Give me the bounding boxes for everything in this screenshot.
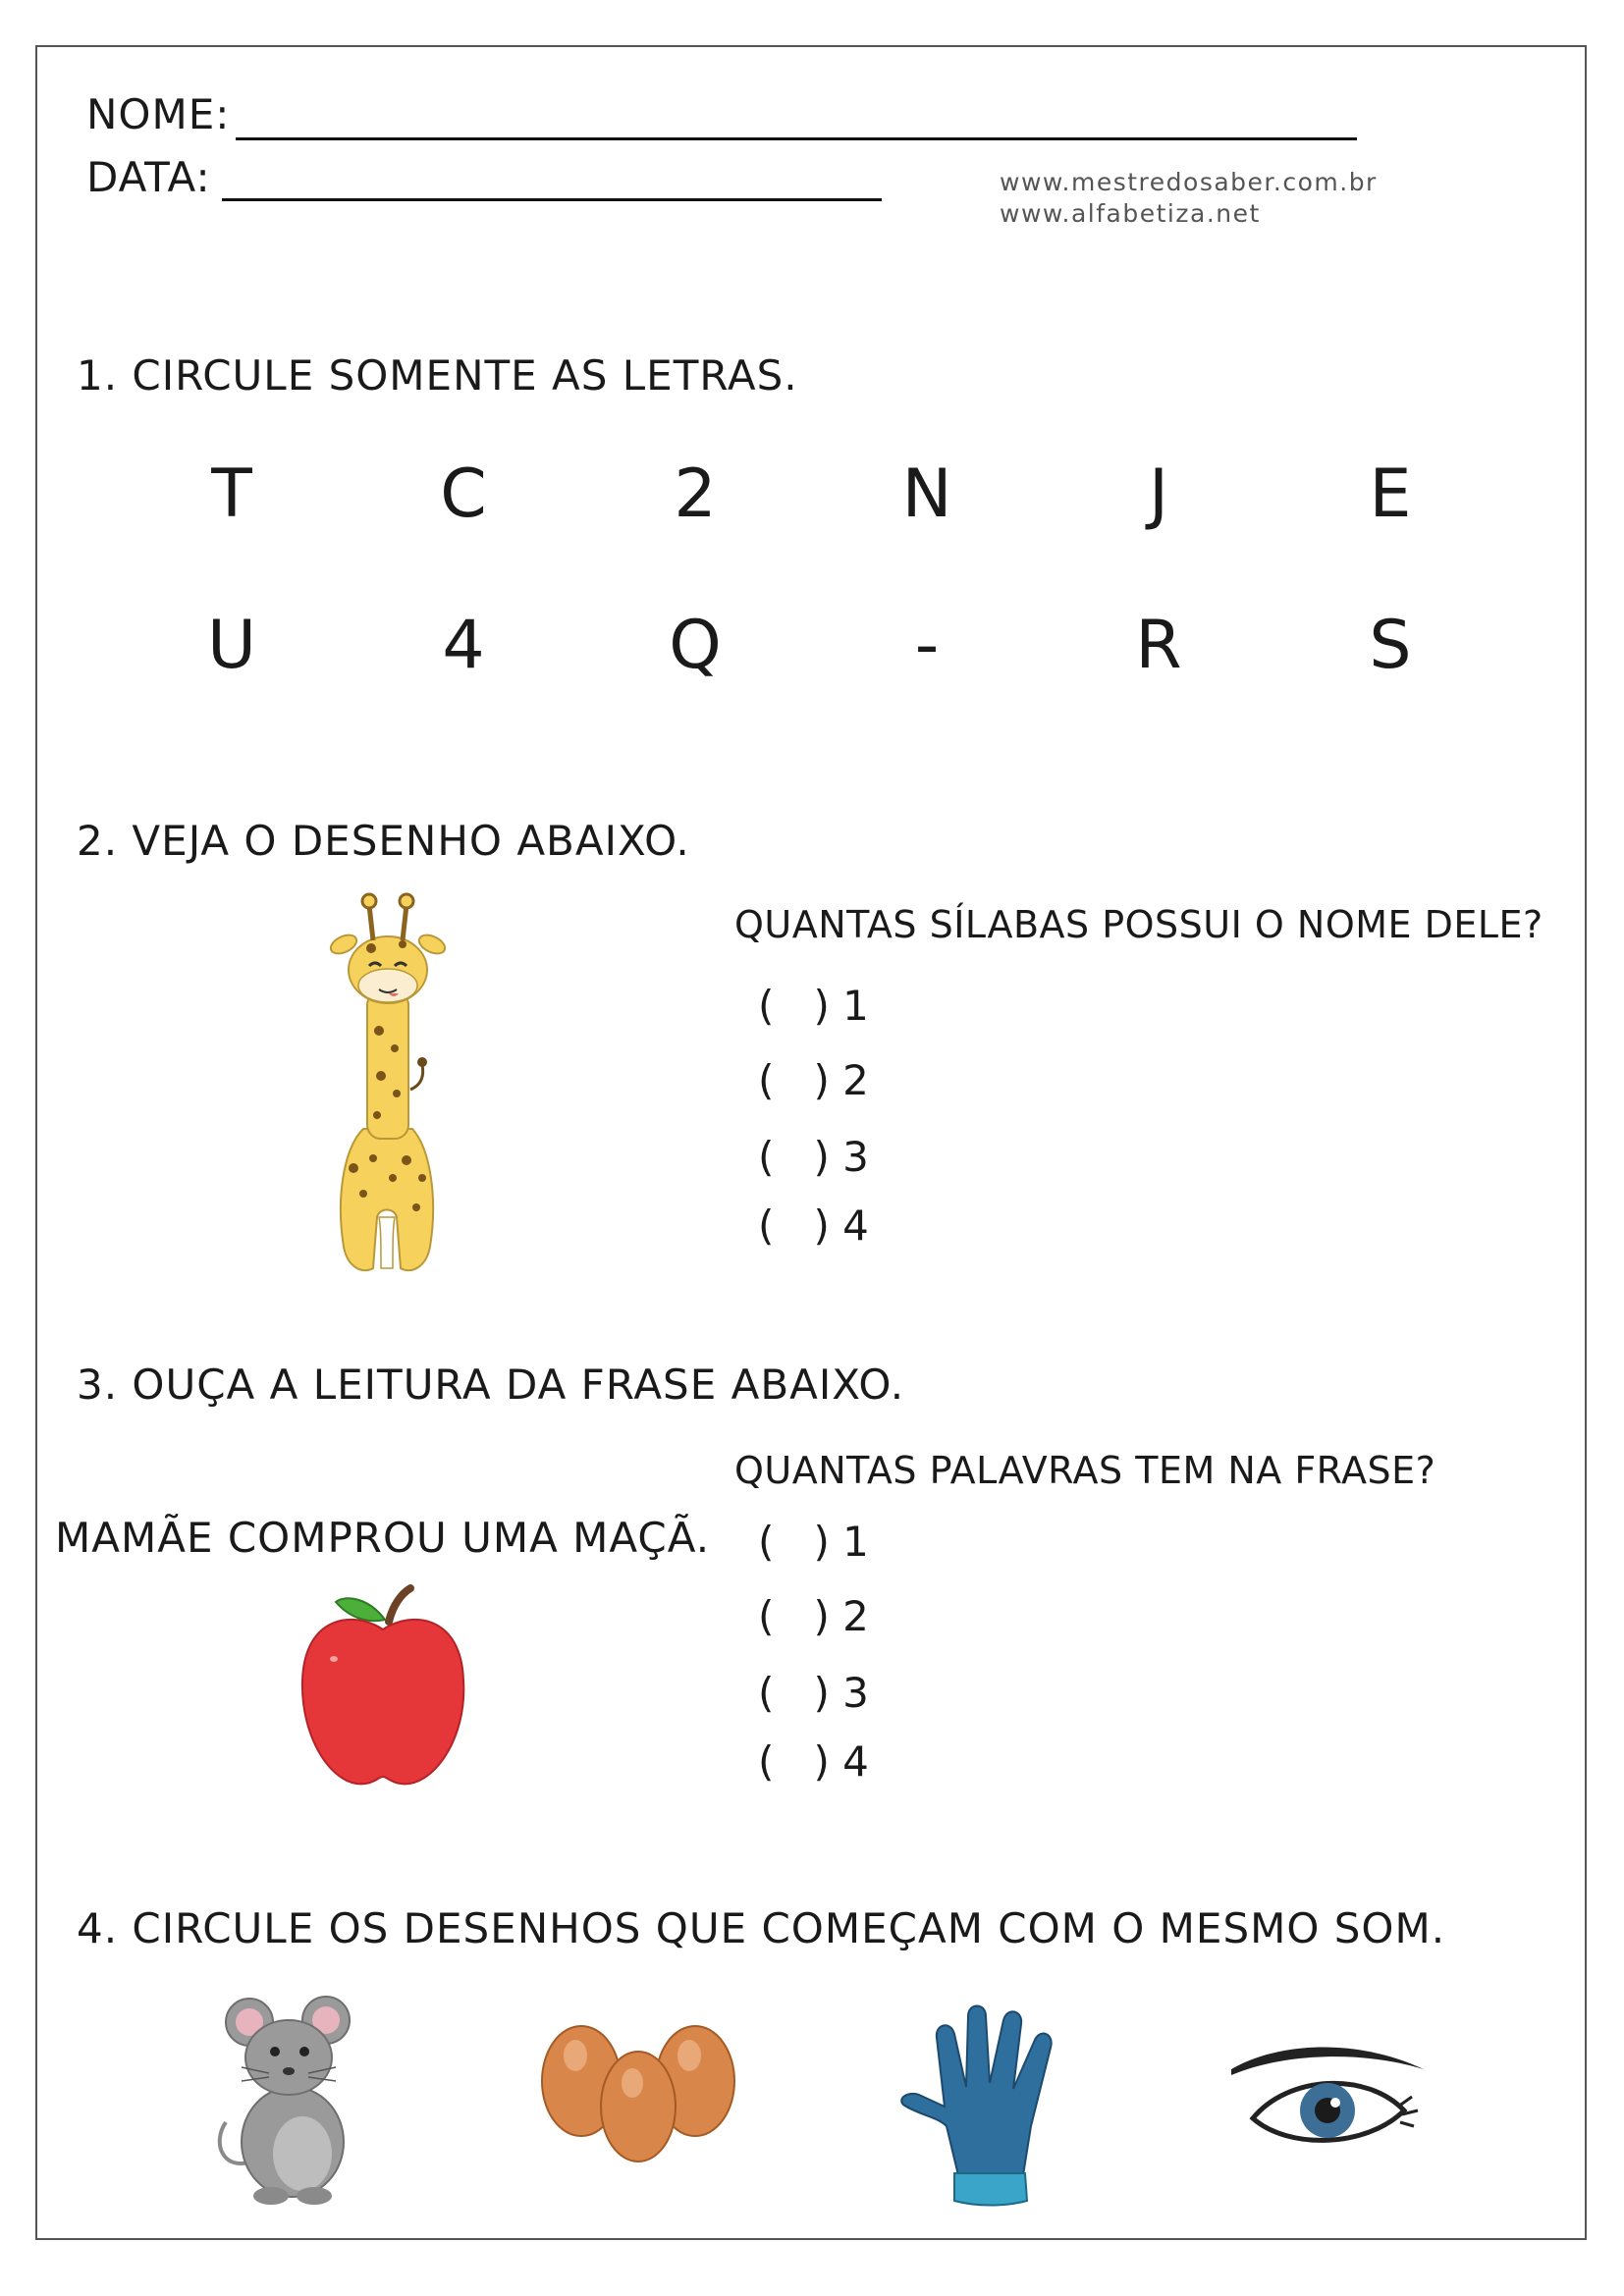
q3-question: QUANTAS PALAVRAS TEM NA FRASE? bbox=[734, 1449, 1436, 1492]
q3-sentence: MAMÃE COMPROU UMA MAÇÃ. bbox=[55, 1514, 711, 1562]
q1-item: S bbox=[1369, 607, 1412, 684]
name-label: NOME: bbox=[86, 90, 231, 138]
apple-image bbox=[295, 1582, 471, 1789]
q3-option[interactable]: ( ) 3 bbox=[758, 1669, 869, 1717]
giraffe-image bbox=[324, 883, 452, 1276]
eggs-image bbox=[538, 2004, 738, 2167]
q1-item: 2 bbox=[674, 455, 717, 533]
q1-item: J bbox=[1148, 455, 1169, 533]
mouse-image bbox=[212, 1995, 369, 2209]
date-label: DATA: bbox=[86, 153, 211, 201]
q2-option[interactable]: ( ) 3 bbox=[758, 1133, 869, 1181]
name-line bbox=[236, 137, 1357, 140]
q3-option[interactable]: ( ) 2 bbox=[758, 1592, 869, 1640]
q3-option[interactable]: ( ) 1 bbox=[758, 1518, 869, 1566]
q1-item: C bbox=[440, 455, 487, 533]
q3-title: 3. OUÇA A LEITURA DA FRASE ABAIXO. bbox=[77, 1361, 905, 1409]
q1-item: N bbox=[901, 455, 952, 533]
q1-item: R bbox=[1135, 607, 1182, 684]
q1-item: Q bbox=[669, 607, 722, 684]
q1-title: 1. CIRCULE SOMENTE AS LETRAS. bbox=[77, 351, 798, 400]
glove-image bbox=[897, 1999, 1074, 2207]
q1-item: E bbox=[1369, 455, 1412, 533]
q2-option[interactable]: ( ) 4 bbox=[758, 1201, 869, 1250]
q2-question: QUANTAS SÍLABAS POSSUI O NOME DELE? bbox=[734, 903, 1543, 946]
q2-option[interactable]: ( ) 1 bbox=[758, 982, 869, 1030]
q2-option[interactable]: ( ) 2 bbox=[758, 1056, 869, 1104]
q4-title: 4. CIRCULE OS DESENHOS QUE COMEÇAM COM O MESMO SOM. bbox=[77, 1904, 1446, 1952]
date-line bbox=[222, 198, 882, 201]
q1-item: 4 bbox=[442, 607, 485, 684]
q1-item: - bbox=[914, 607, 940, 684]
eye-image bbox=[1229, 2042, 1426, 2160]
q3-option[interactable]: ( ) 4 bbox=[758, 1737, 869, 1786]
q1-item: U bbox=[207, 607, 256, 684]
q2-title: 2. VEJA O DESENHO ABAIXO. bbox=[77, 817, 690, 865]
site-url-1: www.mestredosaber.com.br bbox=[1000, 168, 1378, 196]
site-url-2: www.alfabetiza.net bbox=[1000, 199, 1261, 228]
q1-item: T bbox=[211, 455, 252, 533]
